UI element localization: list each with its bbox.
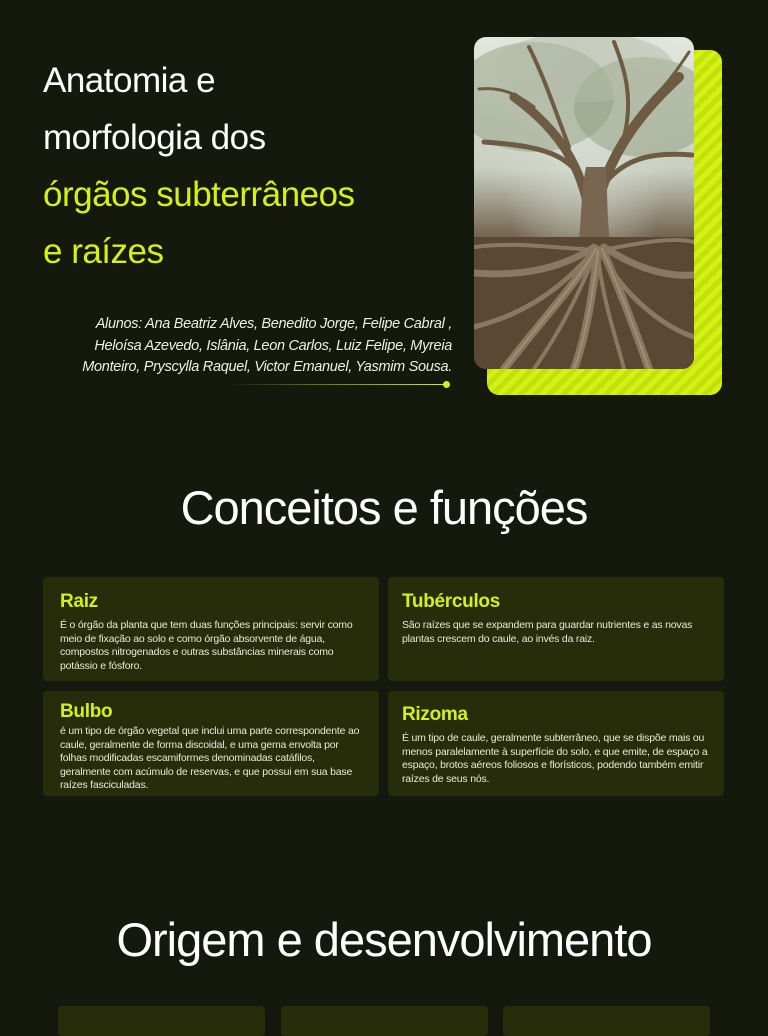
origin-card xyxy=(281,1006,488,1036)
hero-title-line: morfologia dos xyxy=(43,118,266,157)
origin-card xyxy=(503,1006,710,1036)
authors-line: Alunos: Ana Beatriz Alves, Benedito Jorge, Felipe Cabral , xyxy=(95,316,452,332)
authors-line: Heloísa Azevedo, Islânia, Leon Carlos, Luiz Felipe, Myreia xyxy=(94,337,452,354)
card-text: É um tipo de caule, geralmente subterrâneo, que se dispõe mais ou menos paralelamente à superfície do solo, e que emite, de espaço a espaço, brotos aéreos foliosos e florísticos, podendo também emitir raízes de seus nós. xyxy=(402,732,708,785)
concept-card-rizoma xyxy=(388,691,724,796)
card-title: Rizoma xyxy=(402,704,468,725)
tree-roots-photo xyxy=(474,37,694,369)
divider-dot xyxy=(443,381,450,388)
concept-card-raiz xyxy=(43,577,379,681)
authors-credits xyxy=(40,314,452,379)
card-text: São raízes que se expandem para guardar nutrientes e as novas plantas crescem do caule, ao invés da raiz. xyxy=(402,619,693,645)
origin-section-title: Origem e desenvolvimento xyxy=(116,913,652,966)
hero-title xyxy=(43,52,473,280)
card-title: Raiz xyxy=(60,591,98,612)
card-text: É o órgão da planta que tem duas funções principais: servir como meio de fixação ao solo e como órgão absorvente de água, compostos nitrogenados e outras substâncias minerais como potássio e fósforo. xyxy=(60,619,353,672)
concept-card-bulbo xyxy=(43,691,379,796)
hero-title-line: Anatomia e xyxy=(43,61,216,100)
hero-title-accent-line: e raízes xyxy=(43,232,164,271)
concept-card-tuberculos xyxy=(388,577,724,681)
concepts-section-title: Conceitos e funções xyxy=(180,481,588,534)
card-title: Tubérculos xyxy=(402,591,500,612)
authors-line: Monteiro, Pryscylla Raquel, Victor Emanuel, Yasmim Sousa. xyxy=(82,359,452,375)
card-title: Bulbo xyxy=(60,701,113,722)
origin-card xyxy=(58,1006,265,1036)
tree-roots-illustration xyxy=(474,37,694,369)
card-text: é um tipo de órgão vegetal que inclui uma parte correspondente ao caule, geralmente de forma discoidal, e uma gema envolta por folhas modificadas escamiformes denominadas catáfilos, geralmente com acúmulo de reservas, e que possui em sua base raízes fasciculadas. xyxy=(60,725,360,791)
hero-title-accent-line: órgãos subterrâneos xyxy=(43,175,355,214)
authors-divider xyxy=(226,384,446,385)
